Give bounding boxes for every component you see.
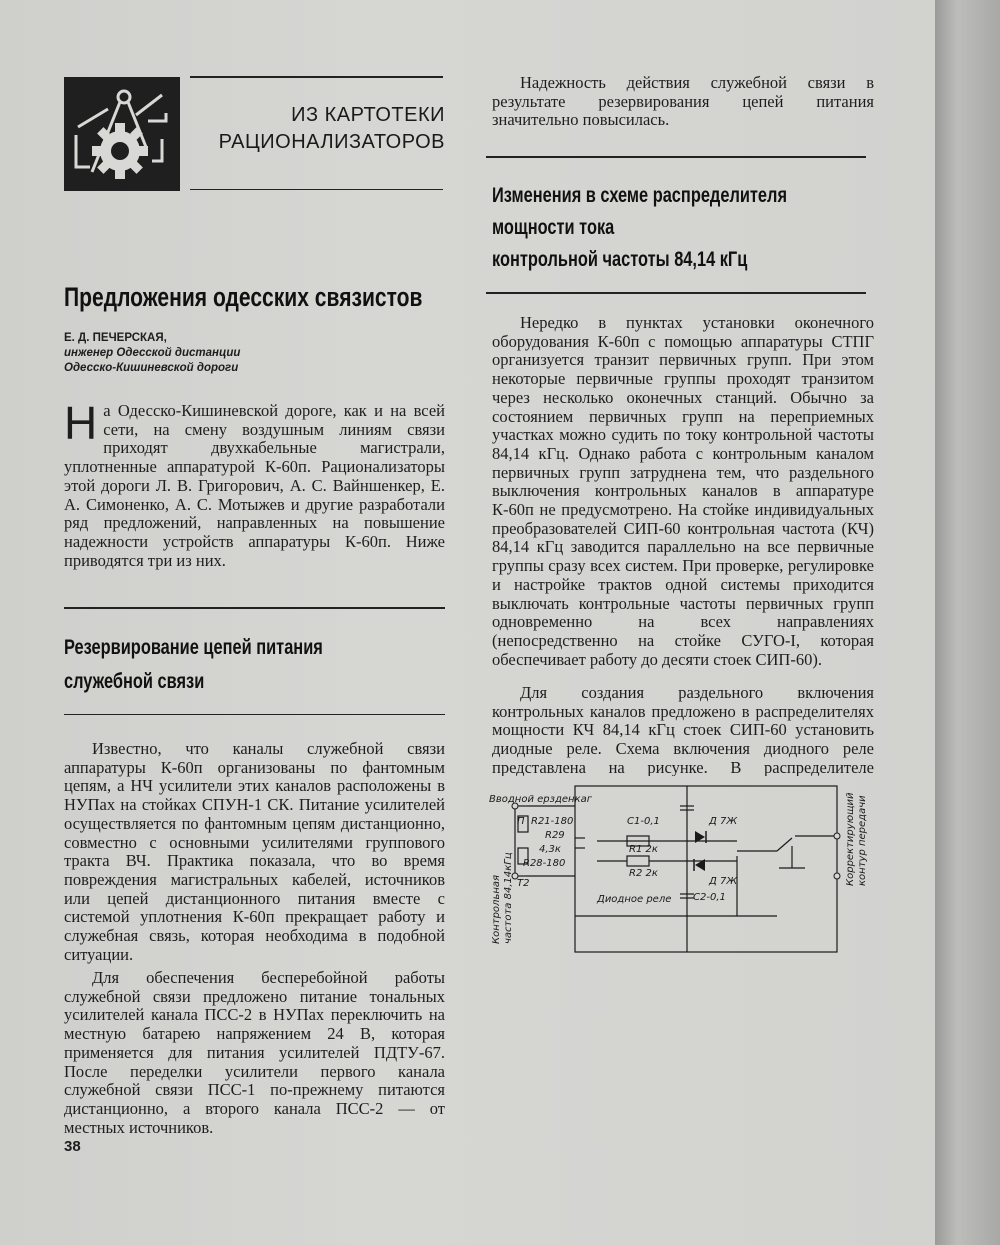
diode-relay-circuit-diagram (487, 776, 877, 970)
section2-bottom-rule (486, 292, 866, 294)
label-relay: Диодное реле (597, 894, 672, 905)
rubric-title (190, 102, 445, 156)
drop-cap: Н (64, 397, 98, 449)
page-number: 38 (64, 1138, 81, 1155)
section2-paragraph-1: Нередко в пунктах установки оконечного оборудования К-60п с помощью аппаратуры СТПГ организуется транзит первичных групп. При этом некоторые первичные группы проходят транзитом через несколько оконечных станций. Обычно за состоянием первичных групп на переприемных участках можно судить по току контрольной частоты 84,14 кГц. Однако работа с контрольным каналом первичных групп затруднена тем, что раздельного выключения контрольных каналов в аппаратуре К-60п не предусмотрено. На стойке индивидуальных преобразователей СИП-60 контрольная частота (КЧ) 84,14 кГц заводится параллельно на все первичные группы сразу всех систем. При проверке, регулировке и настройке трактов одной системы приходится выключать контрольные частоты первичных групп одновременно на всех направлениях (непосредственно на стойке СУГО-I, которая обеспечивает работу до десяти стоек СИП-60). (492, 313, 874, 669)
article-title: Предложения одесских связистов (64, 282, 423, 312)
label-right-1: Корректирующий (845, 792, 856, 886)
author-position-2: Одесско-Кишиневской дороги (64, 362, 239, 374)
label-d2: Д 7Ж (709, 876, 738, 887)
rubric-top-rule (190, 76, 443, 78)
label-p1: П (517, 816, 525, 827)
section2-heading-line-1: Изменения в схеме распределителя (492, 184, 788, 207)
intro-paragraph (64, 397, 445, 570)
section1-paragraph-2: Для обеспечения бесперебойной работы служебной связи предложено питание тональных усилителей канала ПСС-2 в НУПах переключить на местную батарею напряжением 24 В, которая применяется для питания усилителей ПДТУ-67. После переделки усилители первого канала служебной связи ПСС-1 по-прежнему питаются дистанционно, а второго канала ПСС-2 — от местных источников. (64, 968, 445, 1137)
section2-heading-line-3: контрольной частоты 84,14 кГц (492, 248, 748, 271)
section1-bottom-rule (64, 714, 445, 715)
section2-heading (492, 180, 787, 276)
rubric-line-1: ИЗ КАРТОТЕКИ (291, 104, 445, 126)
section2-paragraph-2: Для создания раздельного включения контрольных каналов предложено в распределителях мощности КЧ 84,14 кГц стоек СИП-60 установить диодные реле. Схема включения диодного реле представлена на рисунке. В распределителе (492, 684, 874, 776)
label-r21: R21-180 (531, 816, 574, 827)
author-name: Е. Д. ПЕЧЕРСКАЯ, (64, 332, 167, 344)
author-position-1: инженер Одесской дистанции (64, 347, 241, 359)
section2-top-rule (486, 156, 866, 158)
byline (64, 331, 240, 376)
section1-paragraph-3: Надежность действия служебной связи в результате резервирования цепей питания значительно повысилась. (492, 73, 874, 130)
label-r1: R1 2к (629, 844, 658, 855)
section2-heading-line-2: мощности тока (492, 216, 615, 239)
label-left-2: частота 84,14кГц (503, 852, 514, 944)
label-r28: R28-180 (523, 858, 566, 869)
rubric-bottom-rule (190, 189, 443, 190)
rubric-line-2: РАЦИОНАЛИЗАТОРОВ (218, 131, 445, 153)
label-r29: R29 (545, 830, 565, 841)
page-gutter-shadow (935, 0, 1000, 1245)
label-43k: 4,3к (539, 844, 561, 855)
label-d1: Д 7Ж (709, 816, 738, 827)
rubric-logo (64, 77, 180, 191)
label-input-block: Вводной ерзденкаг (489, 794, 592, 805)
intro-text: а Одесско-Кишиневской дороге, как и на всей сети, на смену воздушным линиям связи приходят двухкабельные магистрали, уплотненные аппаратурой К-60п. Рационализаторы этой дороги Л. В. Григорович, А. С. Вайншенкер, Е. А. Симоненко, А. С. Мотыжев и другие разработали ряд предложений, направленных на повышение надежности устройств аппаратуры К-60п. Ниже приводятся три из них. (64, 401, 445, 570)
label-r2: R2 2к (629, 868, 658, 879)
compass-gear-icon (64, 77, 180, 191)
label-t2: Т2 (517, 878, 530, 889)
section1-heading (64, 631, 323, 699)
section1-paragraph-1: Известно, что каналы служебной связи аппаратуры К-60п организованы по фантомным цепям, а НЧ усилители этих каналов расположены в НУПах на стойках СПУН-1 СК. Питание усилителей осуществляется по фантомным цепям дистанционно, совместно с основными усилителями группового тракта ВЧ. Практика показала, что во время повреждения магистральных кабелей, источников или цепей дистанционного питания вместе с системой уплотнения К-60п прекращает работу и служебная связь, которая необходима в подобной ситуации. (64, 739, 445, 964)
section1-heading-line-1: Резервирование цепей питания (64, 636, 323, 659)
label-c1: С1-0,1 (627, 816, 660, 827)
label-c2: С2-0,1 (693, 892, 726, 903)
label-left-1: Контрольная (491, 874, 502, 944)
label-right-2: контур передачи (857, 795, 868, 886)
section1-top-rule (64, 607, 445, 609)
section1-heading-line-2: служебной связи (64, 670, 205, 693)
